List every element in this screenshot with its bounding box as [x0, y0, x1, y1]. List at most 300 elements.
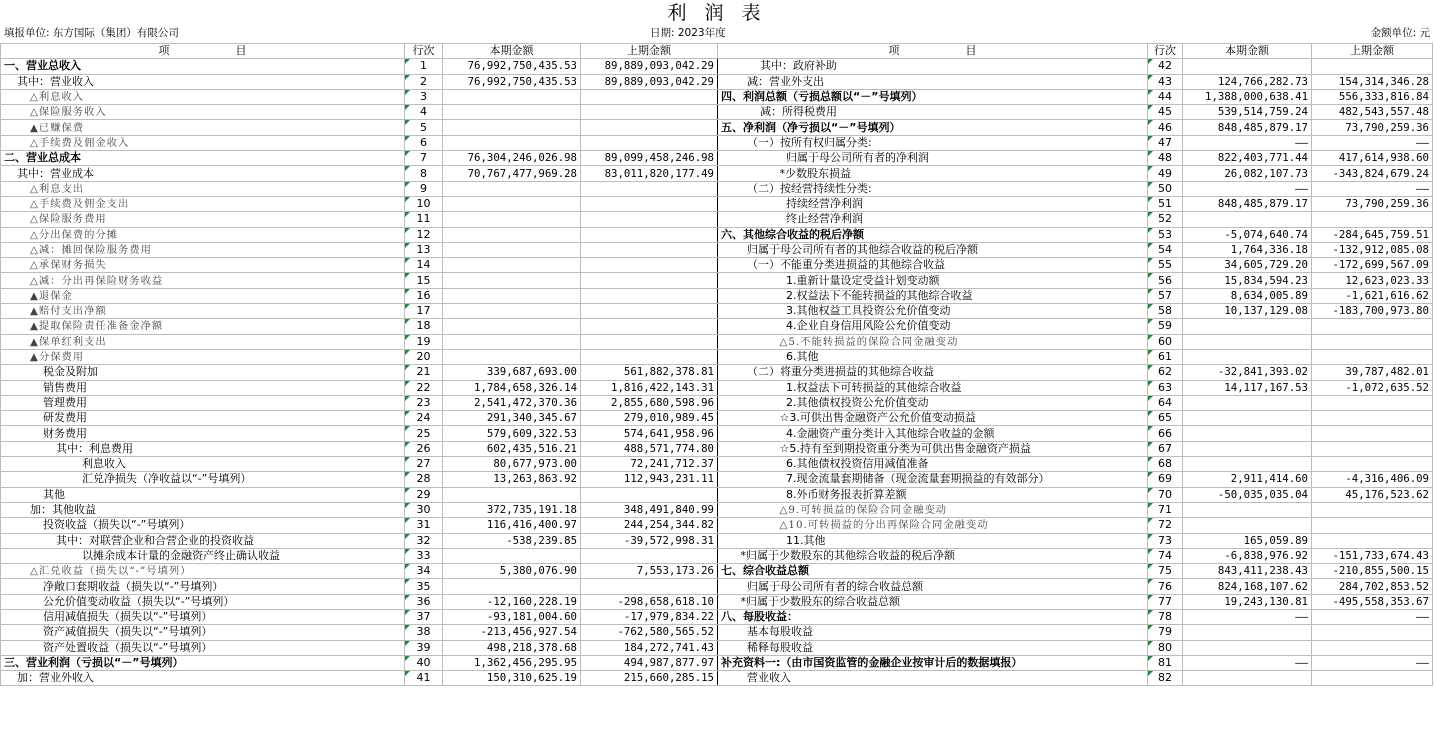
left-row-item: △利息收入: [1, 89, 405, 104]
right-row-line-number: 56: [1148, 273, 1183, 288]
left-row-item: △利息支出: [1, 181, 405, 196]
table-row: [1, 120, 1433, 135]
right-row-item: 6.其他债权投资信用减值准备: [718, 457, 1148, 472]
left-row-item: 利息收入: [1, 457, 405, 472]
right-row-item: 7.现金流量套期储备（现金流量套期损益的有效部分）: [718, 472, 1148, 487]
table-row: [1, 59, 1433, 74]
right-row-current-amount: ——: [1183, 609, 1312, 624]
header-previous-left: 上期金额: [581, 44, 718, 59]
right-row-previous-amount: [1312, 518, 1433, 533]
right-row-previous-amount: [1312, 411, 1433, 426]
left-row-current-amount: 372,735,191.18: [443, 502, 581, 517]
left-row-item: 税金及附加: [1, 365, 405, 380]
right-row-item: 8.外币财务报表折算差额: [718, 487, 1148, 502]
right-row-current-amount: ——: [1183, 655, 1312, 670]
right-row-item: （二）按经营持续性分类:: [718, 181, 1148, 196]
left-row-line-number: 3: [405, 89, 443, 104]
left-row-line-number: 37: [405, 609, 443, 624]
table-row: [1, 380, 1433, 395]
left-row-previous-amount: [581, 319, 718, 334]
right-row-line-number: 42: [1148, 59, 1183, 74]
right-row-line-number: 73: [1148, 533, 1183, 548]
left-row-item: 一、营业总收入: [1, 59, 405, 74]
right-row-previous-amount: 73,790,259.36: [1312, 120, 1433, 135]
left-row-line-number: 6: [405, 135, 443, 150]
left-row-line-number: 7: [405, 151, 443, 166]
left-row-previous-amount: -762,580,565.52: [581, 625, 718, 640]
left-row-item: ▲保单红利支出: [1, 334, 405, 349]
left-row-item: △手续费及佣金支出: [1, 196, 405, 211]
left-row-previous-amount: 279,010,989.45: [581, 411, 718, 426]
table-row: [1, 502, 1433, 517]
right-row-item: ☆3.可供出售金融资产公允价值变动损益: [718, 411, 1148, 426]
right-row-current-amount: ——: [1183, 181, 1312, 196]
left-row-line-number: 34: [405, 564, 443, 579]
left-row-item: 信用减值损失（损失以“-”号填列）: [1, 609, 405, 624]
right-row-previous-amount: -1,072,635.52: [1312, 380, 1433, 395]
left-row-item: △减：摊回保险服务费用: [1, 242, 405, 257]
left-row-previous-amount: 494,987,877.97: [581, 655, 718, 670]
left-row-line-number: 32: [405, 533, 443, 548]
left-row-previous-amount: [581, 273, 718, 288]
left-row-current-amount: -12,160,228.19: [443, 594, 581, 609]
right-row-previous-amount: ——: [1312, 609, 1433, 624]
right-row-previous-amount: [1312, 334, 1433, 349]
left-row-previous-amount: -298,658,618.10: [581, 594, 718, 609]
right-row-previous-amount: 39,787,482.01: [1312, 365, 1433, 380]
right-row-line-number: 70: [1148, 487, 1183, 502]
left-row-previous-amount: 112,943,231.11: [581, 472, 718, 487]
right-row-item: 2.权益法下不能转损益的其他综合收益: [718, 288, 1148, 303]
right-row-current-amount: [1183, 395, 1312, 410]
header-current-left: 本期金额: [443, 44, 581, 59]
right-row-item: （一）不能重分类进损益的其他综合收益: [718, 258, 1148, 273]
left-row-previous-amount: 561,882,378.81: [581, 365, 718, 380]
reporting-unit: 填报单位: 东方国际（集团）有限公司: [4, 27, 179, 39]
table-row: [1, 472, 1433, 487]
left-row-current-amount: 5,380,076.90: [443, 564, 581, 579]
right-row-item: 六、其他综合收益的税后净额: [718, 227, 1148, 242]
left-row-current-amount: [443, 89, 581, 104]
right-row-line-number: 71: [1148, 502, 1183, 517]
right-row-line-number: 49: [1148, 166, 1183, 181]
table-row: [1, 227, 1433, 242]
header-item-left: 项 目: [1, 44, 405, 59]
right-row-item: 其中：政府补助: [718, 59, 1148, 74]
right-row-previous-amount: [1312, 59, 1433, 74]
statement-body: [1, 59, 1433, 686]
left-row-current-amount: [443, 212, 581, 227]
left-row-current-amount: [443, 196, 581, 211]
right-row-previous-amount: -210,855,500.15: [1312, 564, 1433, 579]
right-row-line-number: 67: [1148, 441, 1183, 456]
table-row: [1, 564, 1433, 579]
left-row-current-amount: [443, 135, 581, 150]
right-row-previous-amount: -343,824,679.24: [1312, 166, 1433, 181]
right-row-previous-amount: ——: [1312, 655, 1433, 670]
header-line-left: 行次: [405, 44, 443, 59]
right-row-current-amount: 8,634,005.89: [1183, 288, 1312, 303]
right-row-item: *归属于少数股东的综合收益总额: [718, 594, 1148, 609]
left-row-current-amount: -93,181,004.60: [443, 609, 581, 624]
left-row-item: △保险服务收入: [1, 105, 405, 120]
right-row-current-amount: 19,243,130.81: [1183, 594, 1312, 609]
left-row-previous-amount: -39,572,998.31: [581, 533, 718, 548]
right-row-current-amount: 15,834,594.23: [1183, 273, 1312, 288]
left-row-previous-amount: [581, 242, 718, 257]
left-row-item: 公允价值变动收益（损失以“-”号填列）: [1, 594, 405, 609]
table-row: [1, 533, 1433, 548]
left-row-line-number: 35: [405, 579, 443, 594]
right-row-previous-amount: [1312, 426, 1433, 441]
left-row-current-amount: [443, 181, 581, 196]
left-row-current-amount: [443, 579, 581, 594]
right-row-item: *归属于少数股东的其他综合收益的税后净额: [718, 548, 1148, 563]
right-row-current-amount: 848,485,879.17: [1183, 196, 1312, 211]
table-row: [1, 135, 1433, 150]
left-row-line-number: 39: [405, 640, 443, 655]
left-row-item: 汇兑净损失（净收益以“-”号填列）: [1, 472, 405, 487]
left-row-line-number: 29: [405, 487, 443, 502]
left-row-item: 三、营业利润（亏损以“－”号填列）: [1, 655, 405, 670]
right-row-current-amount: [1183, 502, 1312, 517]
right-row-line-number: 66: [1148, 426, 1183, 441]
right-row-line-number: 57: [1148, 288, 1183, 303]
right-row-line-number: 50: [1148, 181, 1183, 196]
right-row-line-number: 51: [1148, 196, 1183, 211]
report-date: 日期: 2023年度: [650, 27, 726, 39]
left-row-current-amount: [443, 227, 581, 242]
right-row-current-amount: 2,911,414.60: [1183, 472, 1312, 487]
left-row-line-number: 31: [405, 518, 443, 533]
right-row-item: 3.其他权益工具投资公允价值变动: [718, 304, 1148, 319]
table-row: [1, 334, 1433, 349]
right-row-line-number: 77: [1148, 594, 1183, 609]
right-row-item: 持续经营净利润: [718, 196, 1148, 211]
left-row-previous-amount: 574,641,958.96: [581, 426, 718, 441]
left-row-line-number: 28: [405, 472, 443, 487]
left-row-previous-amount: -17,979,834.22: [581, 609, 718, 624]
right-row-current-amount: 848,485,879.17: [1183, 120, 1312, 135]
right-row-current-amount: ——: [1183, 135, 1312, 150]
left-row-line-number: 36: [405, 594, 443, 609]
right-row-item: 1.重新计量设定受益计划变动额: [718, 273, 1148, 288]
right-row-item: 4.企业自身信用风险公允价值变动: [718, 319, 1148, 334]
right-row-current-amount: [1183, 457, 1312, 472]
left-row-current-amount: [443, 304, 581, 319]
right-row-current-amount: 14,117,167.53: [1183, 380, 1312, 395]
left-row-previous-amount: [581, 334, 718, 349]
left-row-line-number: 25: [405, 426, 443, 441]
right-row-previous-amount: 12,623,023.33: [1312, 273, 1433, 288]
left-row-item: 销售费用: [1, 380, 405, 395]
right-row-current-amount: -5,074,640.74: [1183, 227, 1312, 242]
left-row-previous-amount: [581, 89, 718, 104]
left-row-line-number: 41: [405, 671, 443, 686]
right-row-current-amount: [1183, 212, 1312, 227]
left-row-item: 二、营业总成本: [1, 151, 405, 166]
left-row-current-amount: 1,362,456,295.95: [443, 655, 581, 670]
table-row: [1, 487, 1433, 502]
right-row-current-amount: [1183, 671, 1312, 686]
left-row-previous-amount: 488,571,774.80: [581, 441, 718, 456]
right-row-line-number: 79: [1148, 625, 1183, 640]
left-row-previous-amount: 184,272,741.43: [581, 640, 718, 655]
left-row-current-amount: 339,687,693.00: [443, 365, 581, 380]
left-row-previous-amount: 89,889,093,042.29: [581, 74, 718, 89]
right-row-previous-amount: -172,699,567.09: [1312, 258, 1433, 273]
left-row-item: 净敞口套期收益（损失以“-”号填列）: [1, 579, 405, 594]
right-row-previous-amount: [1312, 349, 1433, 364]
right-row-line-number: 46: [1148, 120, 1183, 135]
left-row-current-amount: [443, 487, 581, 502]
table-row: [1, 242, 1433, 257]
right-row-line-number: 55: [1148, 258, 1183, 273]
right-row-current-amount: 26,082,107.73: [1183, 166, 1312, 181]
right-row-current-amount: 1,764,336.18: [1183, 242, 1312, 257]
right-row-line-number: 80: [1148, 640, 1183, 655]
left-row-item: △分出保费的分摊: [1, 227, 405, 242]
table-row: [1, 594, 1433, 609]
right-row-line-number: 78: [1148, 609, 1183, 624]
left-row-current-amount: [443, 258, 581, 273]
left-row-previous-amount: 1,816,422,143.31: [581, 380, 718, 395]
right-row-previous-amount: [1312, 319, 1433, 334]
table-row: [1, 151, 1433, 166]
left-row-previous-amount: 2,855,680,598.96: [581, 395, 718, 410]
right-row-line-number: 82: [1148, 671, 1183, 686]
right-row-line-number: 68: [1148, 457, 1183, 472]
right-row-item: 营业收入: [718, 671, 1148, 686]
right-row-previous-amount: 73,790,259.36: [1312, 196, 1433, 211]
left-row-line-number: 8: [405, 166, 443, 181]
left-row-item: 其中：对联营企业和合营企业的投资收益: [1, 533, 405, 548]
right-row-item: 2.其他债权投资公允价值变动: [718, 395, 1148, 410]
right-row-item: 归属于母公司所有者的综合收益总额: [718, 579, 1148, 594]
right-row-previous-amount: [1312, 640, 1433, 655]
right-row-item: *少数股东损益: [718, 166, 1148, 181]
table-row: [1, 426, 1433, 441]
left-row-line-number: 33: [405, 548, 443, 563]
left-row-current-amount: 150,310,625.19: [443, 671, 581, 686]
right-row-current-amount: -6,838,976.92: [1183, 548, 1312, 563]
table-row: [1, 166, 1433, 181]
right-row-previous-amount: [1312, 441, 1433, 456]
right-row-item: 1.权益法下可转损益的其他综合收益: [718, 380, 1148, 395]
left-row-previous-amount: 72,241,712.37: [581, 457, 718, 472]
right-row-current-amount: 165,059.89: [1183, 533, 1312, 548]
right-row-item: 6.其他: [718, 349, 1148, 364]
left-row-item: △承保财务损失: [1, 258, 405, 273]
right-row-current-amount: [1183, 518, 1312, 533]
right-row-item: 四、利润总额（亏损总额以“－”号填列）: [718, 89, 1148, 104]
left-row-current-amount: [443, 548, 581, 563]
left-row-current-amount: 13,263,863.92: [443, 472, 581, 487]
right-row-item: 补充资料一:（由市国资监管的金融企业按审计后的数据填报）: [718, 655, 1148, 670]
left-row-line-number: 40: [405, 655, 443, 670]
table-row: [1, 457, 1433, 472]
table-row: [1, 212, 1433, 227]
left-row-line-number: 13: [405, 242, 443, 257]
table-row: [1, 441, 1433, 456]
left-row-item: △手续费及佣金收入: [1, 135, 405, 150]
right-row-item: 终止经营净利润: [718, 212, 1148, 227]
right-row-line-number: 64: [1148, 395, 1183, 410]
right-row-line-number: 48: [1148, 151, 1183, 166]
right-row-item: 八、每股收益：: [718, 609, 1148, 624]
header-previous-right: 上期金额: [1312, 44, 1433, 59]
right-row-line-number: 75: [1148, 564, 1183, 579]
right-row-line-number: 74: [1148, 548, 1183, 563]
right-row-previous-amount: [1312, 671, 1433, 686]
right-row-previous-amount: -183,700,973.80: [1312, 304, 1433, 319]
left-row-current-amount: 579,609,322.53: [443, 426, 581, 441]
table-row: [1, 74, 1433, 89]
right-row-current-amount: [1183, 625, 1312, 640]
left-row-current-amount: 1,784,658,326.14: [443, 380, 581, 395]
right-row-current-amount: -50,035,035.04: [1183, 487, 1312, 502]
table-row: [1, 304, 1433, 319]
left-row-previous-amount: [581, 181, 718, 196]
left-row-item: 以摊余成本计量的金融资产终止确认收益: [1, 548, 405, 563]
left-row-item: 资产减值损失（损失以“-”号填列）: [1, 625, 405, 640]
right-row-previous-amount: ——: [1312, 135, 1433, 150]
right-row-item: 11.其他: [718, 533, 1148, 548]
left-row-item: △保险服务费用: [1, 212, 405, 227]
right-row-current-amount: [1183, 441, 1312, 456]
left-row-current-amount: 116,416,400.97: [443, 518, 581, 533]
left-row-current-amount: -213,456,927.54: [443, 625, 581, 640]
left-row-previous-amount: 348,491,840.99: [581, 502, 718, 517]
left-row-line-number: 1: [405, 59, 443, 74]
left-row-current-amount: [443, 334, 581, 349]
header-current-right: 本期金额: [1183, 44, 1312, 59]
left-row-line-number: 22: [405, 380, 443, 395]
table-row: [1, 579, 1433, 594]
left-row-current-amount: 498,218,378.68: [443, 640, 581, 655]
left-row-current-amount: [443, 120, 581, 135]
right-row-item: 减：营业外支出: [718, 74, 1148, 89]
right-row-item: 五、净利润（净亏损以“－”号填列）: [718, 120, 1148, 135]
right-row-previous-amount: -132,912,085.08: [1312, 242, 1433, 257]
right-row-item: 稀释每股收益: [718, 640, 1148, 655]
right-row-item: 4.金融资产重分类计入其他综合收益的金额: [718, 426, 1148, 441]
table-row: [1, 258, 1433, 273]
right-row-current-amount: [1183, 59, 1312, 74]
left-row-previous-amount: [581, 349, 718, 364]
left-row-current-amount: 70,767,477,969.28: [443, 166, 581, 181]
left-row-current-amount: 76,992,750,435.53: [443, 74, 581, 89]
left-row-item: 投资收益（损失以“-”号填列）: [1, 518, 405, 533]
left-row-line-number: 23: [405, 395, 443, 410]
right-row-line-number: 47: [1148, 135, 1183, 150]
table-row: [1, 196, 1433, 211]
right-row-line-number: 44: [1148, 89, 1183, 104]
left-row-previous-amount: 83,011,820,177.49: [581, 166, 718, 181]
right-row-current-amount: 822,403,771.44: [1183, 151, 1312, 166]
left-row-item: 加：营业外收入: [1, 671, 405, 686]
left-row-line-number: 27: [405, 457, 443, 472]
left-row-line-number: 26: [405, 441, 443, 456]
right-row-line-number: 54: [1148, 242, 1183, 257]
left-row-previous-amount: [581, 212, 718, 227]
table-row: [1, 640, 1433, 655]
right-row-previous-amount: -284,645,759.51: [1312, 227, 1433, 242]
left-row-item: △汇兑收益（损失以“-”号填列）: [1, 564, 405, 579]
left-row-item: 财务费用: [1, 426, 405, 441]
table-row: [1, 319, 1433, 334]
left-row-item: 加：其他收益: [1, 502, 405, 517]
currency-unit: 金额单位: 元: [1370, 27, 1430, 39]
left-row-item: 其中：营业成本: [1, 166, 405, 181]
left-row-line-number: 20: [405, 349, 443, 364]
right-row-item: 基本每股收益: [718, 625, 1148, 640]
left-row-line-number: 19: [405, 334, 443, 349]
right-row-line-number: 43: [1148, 74, 1183, 89]
right-row-line-number: 81: [1148, 655, 1183, 670]
right-row-previous-amount: [1312, 212, 1433, 227]
table-row: [1, 395, 1433, 410]
right-row-previous-amount: -1,621,616.62: [1312, 288, 1433, 303]
right-row-current-amount: [1183, 334, 1312, 349]
left-row-line-number: 14: [405, 258, 443, 273]
right-row-current-amount: [1183, 411, 1312, 426]
left-row-line-number: 10: [405, 196, 443, 211]
right-row-previous-amount: [1312, 502, 1433, 517]
left-row-item: ▲提取保险责任准备金净额: [1, 319, 405, 334]
left-row-line-number: 24: [405, 411, 443, 426]
left-row-line-number: 17: [405, 304, 443, 319]
left-row-line-number: 2: [405, 74, 443, 89]
header-line-right: 行次: [1148, 44, 1183, 59]
table-row: [1, 671, 1433, 686]
right-row-item: 归属于母公司所有者的净利润: [718, 151, 1148, 166]
left-row-current-amount: [443, 319, 581, 334]
left-row-previous-amount: 244,254,344.82: [581, 518, 718, 533]
left-row-current-amount: -538,239.85: [443, 533, 581, 548]
right-row-current-amount: [1183, 349, 1312, 364]
left-row-previous-amount: [581, 120, 718, 135]
left-row-item: 研发费用: [1, 411, 405, 426]
table-row: [1, 411, 1433, 426]
right-row-line-number: 62: [1148, 365, 1183, 380]
right-row-line-number: 69: [1148, 472, 1183, 487]
right-row-line-number: 59: [1148, 319, 1183, 334]
right-row-current-amount: 539,514,759.24: [1183, 105, 1312, 120]
table-row: [1, 365, 1433, 380]
right-row-item: △5.不能转损益的保险合同金融变动: [718, 334, 1148, 349]
right-row-previous-amount: [1312, 625, 1433, 640]
left-row-line-number: 5: [405, 120, 443, 135]
right-row-item: △10.可转损益的分出再保险合同金融变动: [718, 518, 1148, 533]
left-row-current-amount: 2,541,472,370.36: [443, 395, 581, 410]
right-row-line-number: 76: [1148, 579, 1183, 594]
income-statement-table: [0, 43, 1433, 686]
left-row-item: ▲退保金: [1, 288, 405, 303]
left-row-item: 其中：营业收入: [1, 74, 405, 89]
left-row-line-number: 11: [405, 212, 443, 227]
left-row-previous-amount: [581, 579, 718, 594]
left-row-item: △减：分出再保险财务收益: [1, 273, 405, 288]
right-row-previous-amount: -495,558,353.67: [1312, 594, 1433, 609]
right-row-current-amount: 124,766,282.73: [1183, 74, 1312, 89]
right-row-line-number: 52: [1148, 212, 1183, 227]
left-row-item: 管理费用: [1, 395, 405, 410]
right-row-previous-amount: 417,614,938.60: [1312, 151, 1433, 166]
right-row-item: 归属于母公司所有者的其他综合收益的税后净额: [718, 242, 1148, 257]
right-row-previous-amount: [1312, 533, 1433, 548]
left-row-current-amount: [443, 288, 581, 303]
